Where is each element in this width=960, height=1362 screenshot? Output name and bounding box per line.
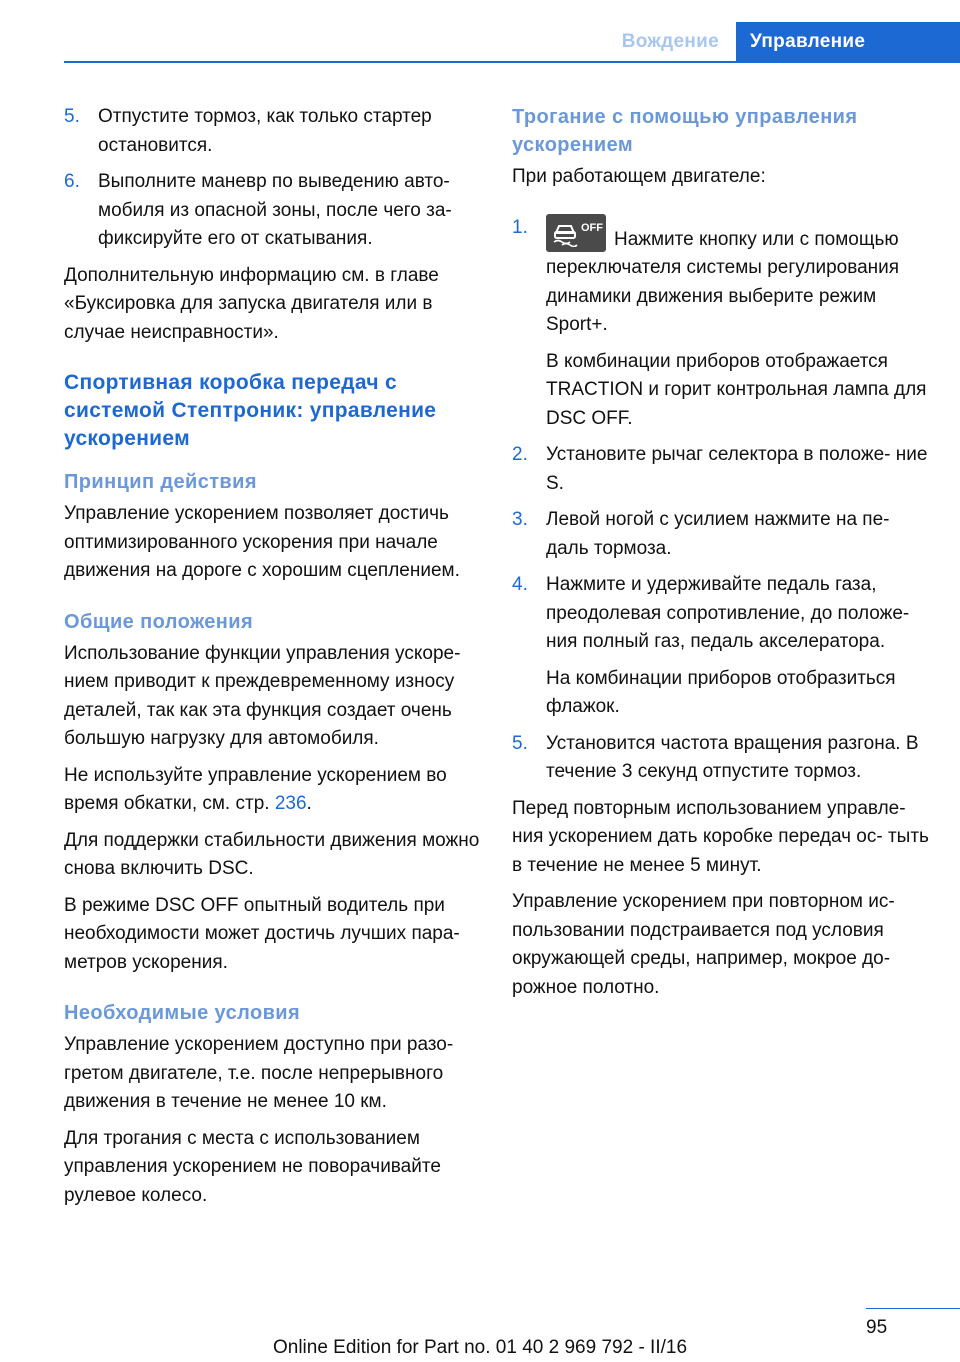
list-item xyxy=(64,168,484,254)
paragraph-intro: При работающем двигателе: xyxy=(512,166,766,187)
right-column xyxy=(512,103,932,1010)
list-text: Установите рычаг селектора в положе- ние S. xyxy=(546,444,928,494)
list-item xyxy=(512,571,932,657)
icon-off-label: OFF xyxy=(581,221,603,234)
list-number: 5. xyxy=(512,732,528,754)
list-text: Отпустите тормоз, как только стартер остановится. xyxy=(98,106,432,156)
list-subtext xyxy=(512,665,932,722)
list-text: Выполните маневр по выведению авто- мобиля из опасной зоны, после чего за- фиксируйте его от скатывания. xyxy=(98,171,452,249)
list-number: 4. xyxy=(512,574,528,595)
list-number: 1. xyxy=(512,216,528,238)
paragraph-requirements-steering: Для трогания с места с использованием управления ускорением не поворачивайте рулевое колесо. xyxy=(64,1127,441,1206)
paragraph-general-wear: Использование функции управления ускоре- нием приводит к преждевременному износу деталей, так как эта функция создает очень большую нагрузку для автомобиля. xyxy=(64,642,461,749)
edition-footer: Online Edition for Part no. 01 40 2 969 792 - II/16 xyxy=(272,1337,688,1358)
tab-section-controls[interactable]: Управление xyxy=(736,22,960,62)
paragraph-general-break-in xyxy=(64,762,484,819)
paragraph-general-dsc-off: В режиме DSC OFF опытный водитель при необходимости может достичь лучших пара- метров ускорения. xyxy=(64,894,460,973)
page-link[interactable]: 236 xyxy=(274,793,307,814)
list-text: Левой ногой с усилием нажмите на пе- даль тормоза. xyxy=(546,509,890,559)
tab-section-driving[interactable]: Вождение xyxy=(605,22,736,62)
list-number: 3. xyxy=(512,509,528,530)
paragraph-more-info: Дополнительную информацию см. в главе «Буксировка для запуска двигателя или в случае неисправности». xyxy=(64,264,439,343)
paragraph-principle: Управление ускорением позволяет достичь оптимизированного ускорения при начале движения на дороге с хорошим сцеплением. xyxy=(64,503,460,581)
list-item xyxy=(64,103,484,160)
header-rule xyxy=(64,61,960,63)
section-heading: Спортивная коробка передач с системой Стептроник: управление ускорением xyxy=(64,371,437,450)
list-text: Установится частота вращения разгона. В течение 3 секунд отпустите тормоз. xyxy=(546,732,919,782)
list-text: В комбинации приборов отображается TRACTION и горит контрольная лампа для DSC OFF. xyxy=(546,350,927,429)
header-tabs xyxy=(605,22,960,62)
dsc-off-button-icon xyxy=(546,214,606,252)
list-text: На комбинации приборов отобразиться флажок. xyxy=(546,667,896,717)
subheading-launch: Трогание с помощью управления ускорением xyxy=(512,106,858,156)
list-text: Нажмите и удерживайте педаль газа, преодолевая сопротивление, до положе- ния полный газ, педаль акселератора. xyxy=(546,574,910,652)
subheading-principle: Принцип действия xyxy=(64,471,257,493)
list-item xyxy=(512,214,932,340)
footer-rule xyxy=(866,1308,960,1309)
paragraph-requirements-warm: Управление ускорением доступно при разо- гретом двигателе, т.е. после непрерывного движения в течение не менее 10 км. xyxy=(64,1034,454,1112)
text: Не используйте управление ускорением во время обкатки, см. стр. xyxy=(64,764,447,814)
list-number: 5. xyxy=(64,106,80,127)
text: . xyxy=(306,793,312,814)
list-item xyxy=(512,730,932,787)
left-column xyxy=(64,103,484,1218)
list-subtext xyxy=(512,348,932,434)
paragraph-adaptation: Управление ускорением при повторном ис- пользовании подстраивается под условия окружающей среды, например, мокрое до- рожное полотно. xyxy=(512,891,895,998)
list-item xyxy=(512,441,932,498)
page-number: 95 xyxy=(866,1317,888,1338)
list-item xyxy=(512,506,932,563)
list-text: Нажмите кнопку или с помощью переключателя системы регулирования динамики движения выберите режим Sport+. xyxy=(546,228,900,335)
list-number: 6. xyxy=(64,171,80,192)
paragraph-general-dsc: Для поддержки стабильности движения можно снова включить DSC. xyxy=(64,829,480,879)
paragraph-cooldown: Перед повторным использованием управле- ния ускорением дать коробке передач ос- тыть в течение не менее 5 минут. xyxy=(512,797,929,876)
list-number: 2. xyxy=(512,444,528,465)
subheading-requirements: Необходимые условия xyxy=(64,1002,301,1024)
subheading-general: Общие положения xyxy=(64,610,254,633)
